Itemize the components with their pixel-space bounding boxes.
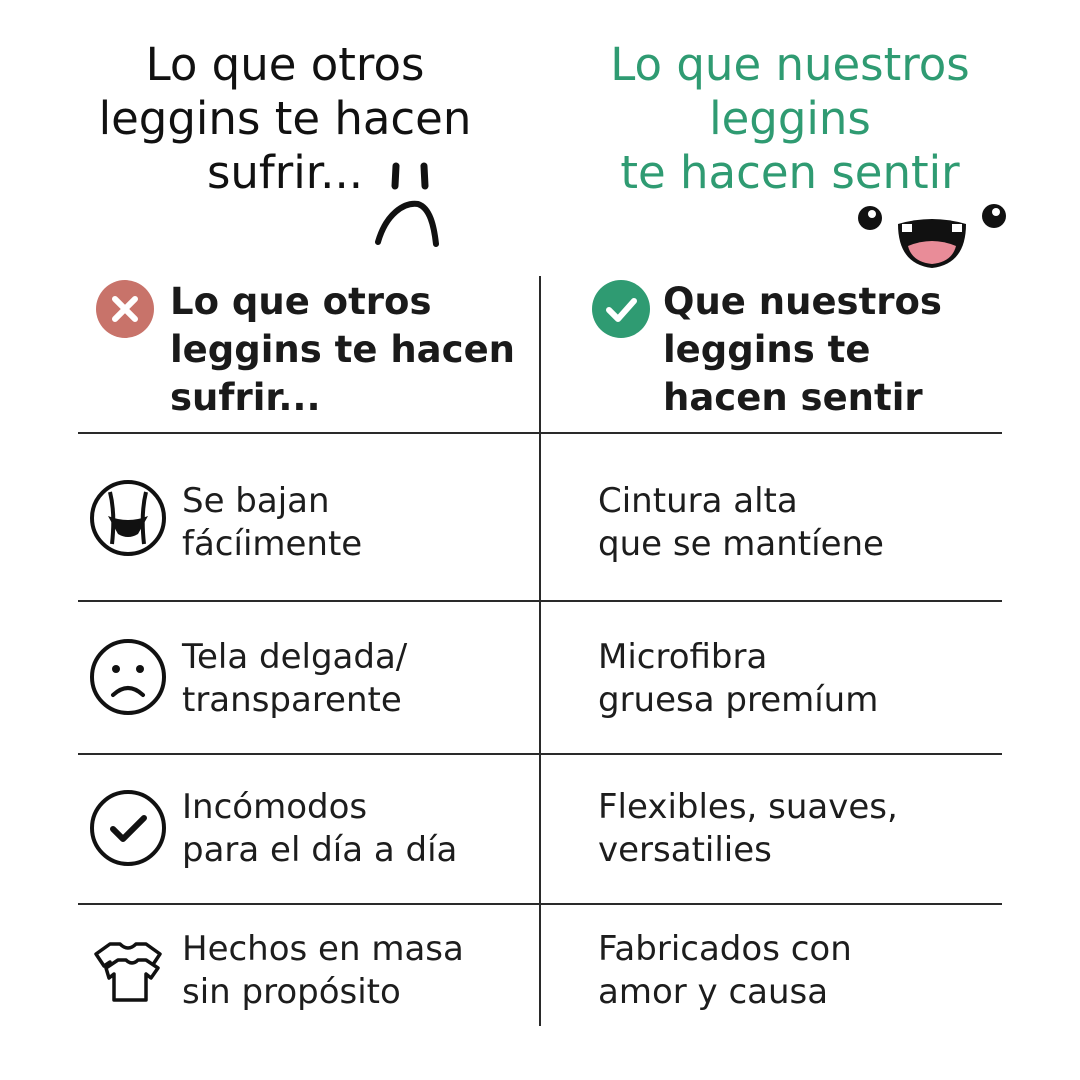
shirts-icon [88, 932, 168, 1012]
row-2-left-text: Tela delgada/ transparente [182, 637, 408, 720]
row-4-right-text: Fabricados con amor y causa [598, 929, 852, 1012]
waist-icon [88, 478, 168, 558]
sad-face-doodle-icon [368, 158, 448, 250]
row-divider [78, 432, 1002, 434]
row-3-left-text: Incómodos para el día a día [182, 787, 458, 870]
row-divider [78, 753, 1002, 755]
column-header-left: Lo que otros leggins te hacen sufrir... [170, 280, 516, 419]
row-4-left-text: Hechos en masa sin propósito [182, 929, 464, 1012]
row-3-right-text: Flexibles, suaves, versatilies [598, 787, 898, 870]
sad-face-icon [88, 637, 168, 717]
check-badge-icon [592, 280, 650, 338]
x-badge-icon [96, 280, 154, 338]
column-divider [539, 276, 541, 1026]
column-header-right: Que nuestros leggins te hacen sentir [663, 280, 942, 419]
row-divider [78, 903, 1002, 905]
row-1-left-text: Se bajan fácíimente [182, 481, 363, 564]
happy-face-icon [850, 196, 1016, 272]
headline-right: Lo que nuestros leggins te hacen sentir [610, 38, 970, 199]
check-circle-icon [88, 788, 168, 868]
headline-left: Lo que otros leggins te hacen sufrir... [98, 38, 472, 199]
row-2-right-text: Microfibra gruesa premíum [598, 637, 879, 720]
row-1-right-text: Cintura alta que se mantíene [598, 481, 884, 564]
row-divider [78, 600, 1002, 602]
